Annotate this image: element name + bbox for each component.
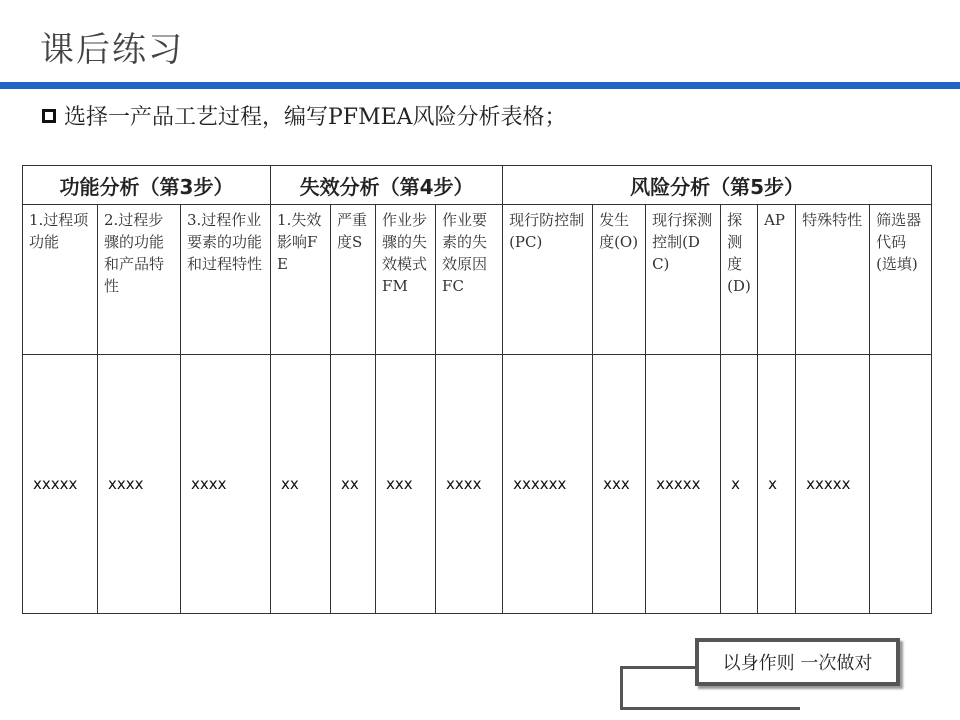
pfmea-table [22,165,932,614]
col-header: 3.过程作业要素的功能和过程特性 [181,205,271,355]
table-cell: xxxxx [646,355,721,614]
col-header: 作业要素的失效原因FC [436,205,503,355]
table-cell: xxx [593,355,646,614]
col-header: 现行防控制(PC) [503,205,593,355]
col-header: 现行探测控制(DC) [646,205,721,355]
col-header: 1.过程项功能 [23,205,98,355]
title-accent-bar [0,82,960,89]
table-cell: xx [271,355,331,614]
table-cell: x [758,355,796,614]
col-header: 筛选器代码(选填) [870,205,932,355]
slide-title: 课后练习 [40,30,184,70]
column-header-row [23,205,932,355]
col-header: AP [758,205,796,355]
group-failure-analysis: 失效分析（第4步） [271,166,503,205]
table-cell: x [721,355,758,614]
square-bullet-icon [42,109,56,123]
table-cell: xxxx [98,355,181,614]
stamp-connector [620,666,698,669]
col-header: 特殊特性 [796,205,870,355]
col-header: 探测度(D) [721,205,758,355]
group-header-row [23,166,932,205]
bullet-item [42,100,567,131]
table-cell: xxxx [181,355,271,614]
table-cell: xxxxxx [503,355,593,614]
table-cell: xxx [376,355,436,614]
stamp-connector [620,707,800,710]
table-row [23,355,932,614]
table-cell: xxxxx [23,355,98,614]
motto-stamp: 以身作则 一次做对 [695,638,900,686]
col-header: 发生度(O) [593,205,646,355]
table-cell: xxxxx [796,355,870,614]
col-header: 2.过程步骤的功能和产品特性 [98,205,181,355]
table-cell: xx [331,355,376,614]
group-function-analysis: 功能分析（第3步） [23,166,271,205]
col-header: 作业步骤的失效模式FM [376,205,436,355]
col-header: 1.失效影响FE [271,205,331,355]
group-risk-analysis: 风险分析（第5步） [503,166,932,205]
stamp-connector [620,666,623,710]
bullet-text: 选择一产品工艺过程，编写PFMEA风险分析表格； [64,105,567,130]
col-header: 严重度S [331,205,376,355]
table-cell: xxxx [436,355,503,614]
table-cell [870,355,932,614]
